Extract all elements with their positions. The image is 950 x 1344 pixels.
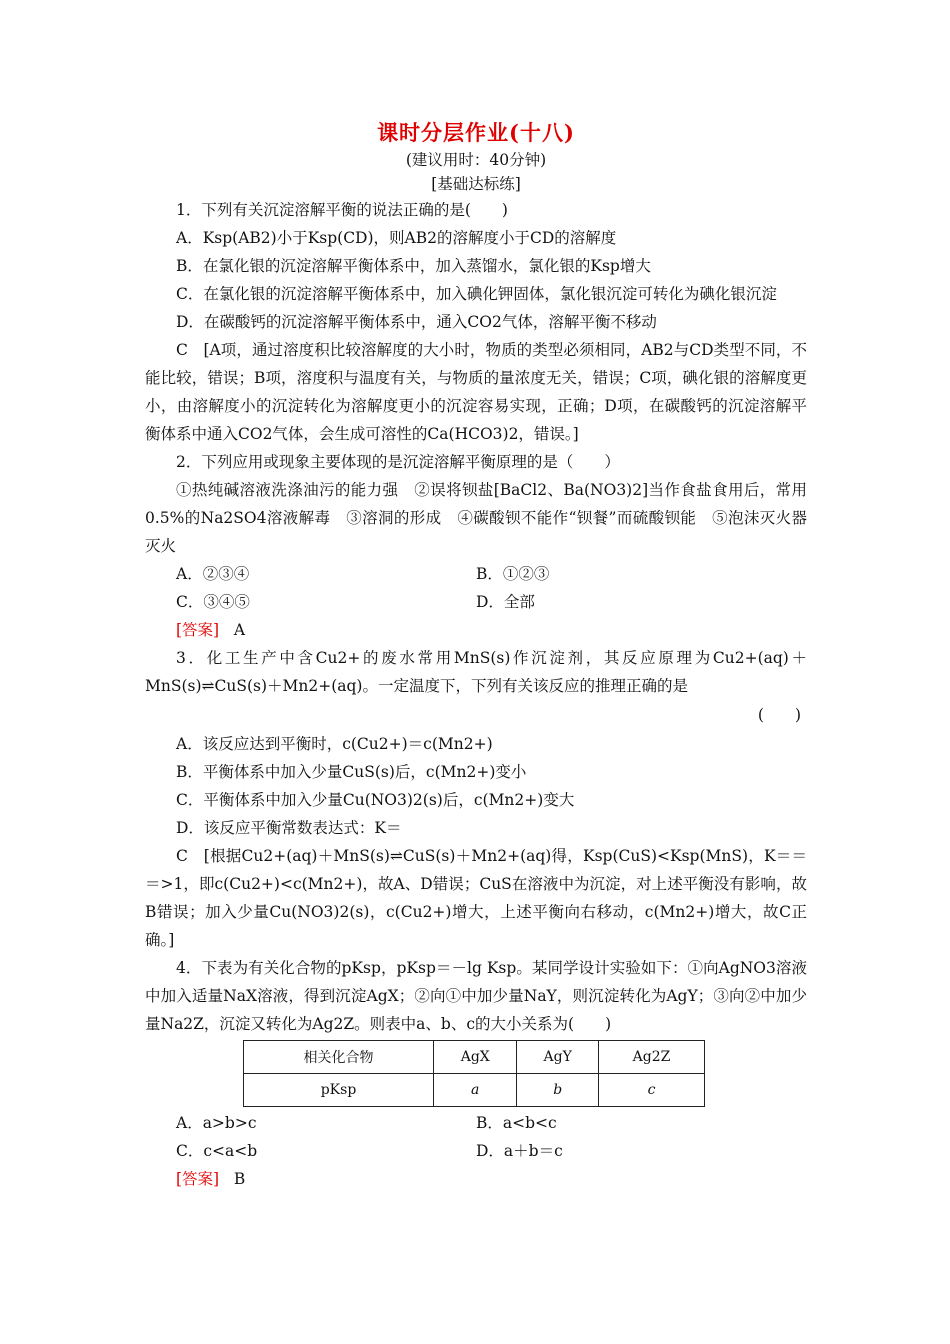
time-note: (建议用时：40分钟) — [405, 151, 547, 169]
q3-analysis: C [根据Cu2+(aq)＋MnS(s)⇌CuS(s)＋Mn2+(aq)得，Ksp(CuS)<Ksp(MnS)，K＝＝＝>1，即c(Cu2+)<c(Mn2+)，故A、D错误；CuS在溶液中为沉淀，对上述平衡没有影响，故B错误；加入少量Cu(NO3)2(s)，c(Cu2+)增大，上述平衡向右移动，c(Mn2+)增大，故C正确。] — [145, 847, 807, 949]
question-1 — [145, 196, 807, 448]
q2-option-c: C．③④⑤ — [176, 593, 250, 611]
q4-option-d: D．a＋b＝c — [476, 1142, 563, 1160]
q2-items: ①热纯碱溶液洗涤油污的能力强 ②误将钡盐[BaCl2、Ba(NO3)2]当作食盐食用后，常用0.5%的Na2SO4溶液解毒 ③溶洞的形成 ④碳酸钡不能作“钡餐”而硫酸钡能 ⑤泡沫灭火器灭火 — [145, 481, 807, 555]
q3-stem: 3．化工生产中含Cu2+的废水常用MnS(s)作沉淀剂，其反应原理为Cu2+(aq)＋MnS(s)⇌CuS(s)＋Mn2+(aq)。一定温度下，下列有关该反应的推理正确的是 — [145, 649, 807, 695]
q2-options-row-1 — [145, 560, 807, 588]
q3-option-a: A．该反应达到平衡时，c(Cu2+)＝c(Mn2+) — [176, 735, 493, 753]
q4-options-row-1 — [145, 1109, 807, 1137]
q2-option-b: B．①②③ — [476, 565, 550, 583]
q1-analysis: C [A项，通过溶度积比较溶解度的大小时，物质的类型必须相同，AB2与CD类型不同，不能比较，错误；B项，溶度积与温度有关，与物质的量浓度无关，错误；C项，碘化银的溶解度更小，由溶解度小的沉淀转化为溶解度更小的沉淀容易实现，正确；D项，在碳酸钙的沉淀溶解平衡体系中通入CO2气体，会生成可溶性的Ca(HCO3)2，错误。] — [145, 341, 807, 443]
table-cell: c — [598, 1074, 704, 1107]
q1-option-d: D．在碳酸钙的沉淀溶解平衡体系中，通入CO2气体，溶解平衡不移动 — [176, 313, 657, 331]
q3-option-b: B．平衡体系中加入少量CuS(s)后，c(Mn2+)变小 — [176, 763, 527, 781]
table-cell: a — [434, 1074, 517, 1107]
table-cell: b — [517, 1074, 599, 1107]
table-row — [244, 1074, 705, 1107]
q1-option-c: C．在氯化银的沉淀溶解平衡体系中，加入碘化钾固体，氯化银沉淀可转化为碘化银沉淀 — [176, 285, 777, 303]
pksp-table — [243, 1040, 705, 1107]
q2-answer-tag: [答案] — [176, 621, 220, 639]
q4-option-b: B．a<b<c — [476, 1114, 557, 1132]
worksheet-content — [145, 118, 807, 1193]
q4-option-c: C．c<a<b — [176, 1142, 258, 1160]
q2-stem: 2．下列应用或现象主要体现的是沉淀溶解平衡原理的是（ ） — [176, 453, 620, 471]
section-label: [基础达标练] — [431, 175, 521, 193]
question-4 — [145, 954, 807, 1193]
q3-answer-paren: ( ) — [757, 706, 801, 724]
q1-stem: 1．下列有关沉淀溶解平衡的说法正确的是( ) — [176, 201, 508, 219]
q2-options-row-2 — [145, 588, 807, 616]
q4-option-a: A．a>b>c — [176, 1114, 257, 1132]
q1-option-b: B．在氯化银的沉淀溶解平衡体系中，加入蒸馏水，氯化银的Ksp增大 — [176, 257, 651, 275]
question-3 — [145, 644, 807, 954]
table-header-cell: Ag2Z — [598, 1041, 704, 1074]
table-header-cell: AgX — [434, 1041, 517, 1074]
q4-stem: 4．下表为有关化合物的pKsp，pKsp＝－lg Ksp。某同学设计实验如下：①向AgNO3溶液中加入适量NaX溶液，得到沉淀AgX；②向①中加少量NaY，则沉淀转化为AgY；③向②中加少量Na2Z，沉淀又转化为Ag2Z。则表中a、b、c的大小关系为( ) — [145, 959, 807, 1033]
q2-answer-value: A — [233, 621, 246, 639]
table-row-label: pKsp — [244, 1074, 434, 1107]
q3-option-c: C．平衡体系中加入少量Cu(NO3)2(s)后，c(Mn2+)变大 — [176, 791, 575, 809]
q4-answer — [145, 1165, 807, 1193]
q4-options-row-2 — [145, 1137, 807, 1165]
q4-answer-tag: [答案] — [176, 1170, 220, 1188]
table-header-cell: 相关化合物 — [244, 1041, 434, 1074]
worksheet-title: 课时分层作业(十八) — [377, 120, 575, 145]
q2-option-a: A．②③④ — [176, 565, 250, 583]
q4-answer-value: B — [233, 1170, 246, 1188]
table-header-cell: AgY — [517, 1041, 599, 1074]
q2-answer — [145, 616, 807, 644]
question-2 — [145, 448, 807, 644]
q3-option-d: D．该反应平衡常数表达式：K＝ — [176, 819, 402, 837]
q1-option-a: A．Ksp(AB2)小于Ksp(CD)，则AB2的溶解度小于CD的溶解度 — [176, 229, 617, 247]
q2-option-d: D．全部 — [476, 593, 535, 611]
table-header-row — [244, 1041, 705, 1074]
